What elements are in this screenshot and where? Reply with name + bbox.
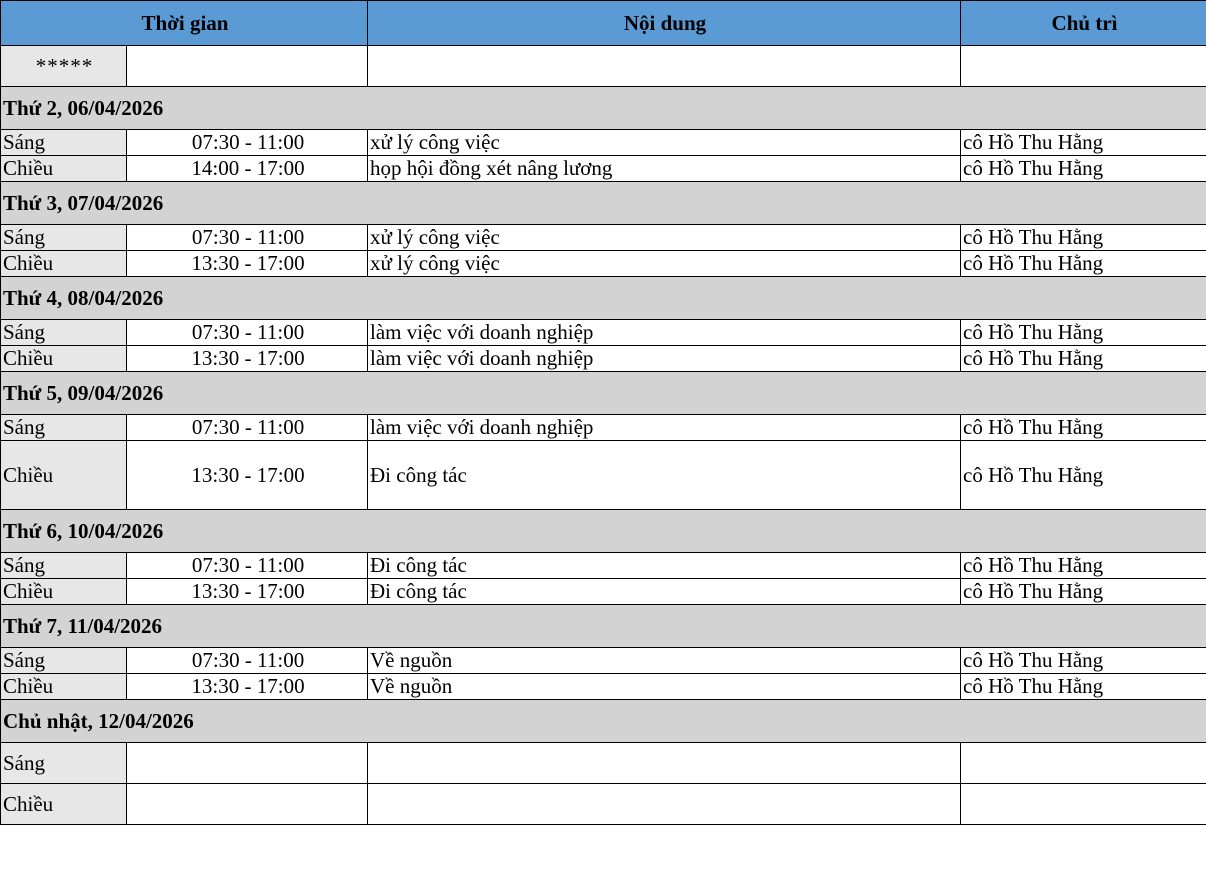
empty-cell <box>368 46 961 87</box>
host-cell: cô Hồ Thu Hằng <box>961 156 1206 182</box>
session-cell: Chiều <box>1 674 127 700</box>
time-cell <box>127 743 368 784</box>
content-cell: làm việc với doanh nghiệp <box>368 346 961 372</box>
session-cell: Chiều <box>1 156 127 182</box>
empty-cell <box>127 46 368 87</box>
time-cell: 07:30 - 11:00 <box>127 415 368 441</box>
session-cell: Chiều <box>1 784 127 825</box>
content-cell: Về nguồn <box>368 674 961 700</box>
content-cell: Đi công tác <box>368 553 961 579</box>
header-host: Chủ trì <box>961 1 1206 46</box>
session-cell: Sáng <box>1 225 127 251</box>
content-cell <box>368 743 961 784</box>
day-title: Thứ 6, 10/04/2026 <box>1 510 1206 553</box>
time-cell: 07:30 - 11:00 <box>127 648 368 674</box>
time-cell: 07:30 - 11:00 <box>127 225 368 251</box>
time-cell: 13:30 - 17:00 <box>127 251 368 277</box>
session-cell: Chiều <box>1 251 127 277</box>
content-cell: xử lý công việc <box>368 225 961 251</box>
table-row <box>1 130 1206 156</box>
host-cell: cô Hồ Thu Hằng <box>961 553 1206 579</box>
day-title: Thứ 2, 06/04/2026 <box>1 87 1206 130</box>
placeholder-row <box>1 46 1206 87</box>
session-cell: Sáng <box>1 130 127 156</box>
session-cell: Sáng <box>1 415 127 441</box>
host-cell: cô Hồ Thu Hằng <box>961 415 1206 441</box>
table-row <box>1 156 1206 182</box>
content-cell: Đi công tác <box>368 579 961 605</box>
table-row <box>1 346 1206 372</box>
day-title: Thứ 4, 08/04/2026 <box>1 277 1206 320</box>
content-cell: làm việc với doanh nghiệp <box>368 320 961 346</box>
table-row <box>1 784 1206 825</box>
content-cell: xử lý công việc <box>368 251 961 277</box>
host-cell <box>961 784 1206 825</box>
day-title: Thứ 5, 09/04/2026 <box>1 372 1206 415</box>
stars-cell: ***** <box>1 46 127 87</box>
day-header-row <box>1 510 1206 553</box>
session-cell: Chiều <box>1 346 127 372</box>
day-title: Thứ 7, 11/04/2026 <box>1 605 1206 648</box>
day-title: Thứ 3, 07/04/2026 <box>1 182 1206 225</box>
host-cell: cô Hồ Thu Hằng <box>961 579 1206 605</box>
session-cell: Chiều <box>1 579 127 605</box>
table-row <box>1 743 1206 784</box>
table-row <box>1 415 1206 441</box>
header-content: Nội dung <box>368 1 961 46</box>
time-cell: 13:30 - 17:00 <box>127 579 368 605</box>
host-cell: cô Hồ Thu Hằng <box>961 130 1206 156</box>
day-header-row <box>1 700 1206 743</box>
time-cell: 07:30 - 11:00 <box>127 553 368 579</box>
table-row <box>1 553 1206 579</box>
host-cell: cô Hồ Thu Hằng <box>961 346 1206 372</box>
table-row <box>1 579 1206 605</box>
day-header-row <box>1 372 1206 415</box>
content-cell: họp hội đồng xét nâng lương <box>368 156 961 182</box>
header-time: Thời gian <box>1 1 368 46</box>
session-cell: Sáng <box>1 648 127 674</box>
session-cell: Chiều <box>1 441 127 510</box>
day-header-row <box>1 182 1206 225</box>
table-row <box>1 251 1206 277</box>
time-cell: 07:30 - 11:00 <box>127 130 368 156</box>
host-cell: cô Hồ Thu Hằng <box>961 320 1206 346</box>
day-header-row <box>1 605 1206 648</box>
time-cell: 14:00 - 17:00 <box>127 156 368 182</box>
schedule-body <box>1 46 1206 825</box>
time-cell: 07:30 - 11:00 <box>127 320 368 346</box>
host-cell: cô Hồ Thu Hằng <box>961 225 1206 251</box>
time-cell: 13:30 - 17:00 <box>127 441 368 510</box>
content-cell: Về nguồn <box>368 648 961 674</box>
day-title: Chủ nhật, 12/04/2026 <box>1 700 1206 743</box>
host-cell: cô Hồ Thu Hằng <box>961 648 1206 674</box>
day-header-row <box>1 277 1206 320</box>
host-cell: cô Hồ Thu Hằng <box>961 441 1206 510</box>
day-header-row <box>1 87 1206 130</box>
table-row <box>1 648 1206 674</box>
session-cell: Sáng <box>1 553 127 579</box>
time-cell: 13:30 - 17:00 <box>127 346 368 372</box>
table-row <box>1 320 1206 346</box>
content-cell: xử lý công việc <box>368 130 961 156</box>
header-row <box>1 1 1206 46</box>
content-cell: làm việc với doanh nghiệp <box>368 415 961 441</box>
content-cell <box>368 784 961 825</box>
content-cell: Đi công tác <box>368 441 961 510</box>
host-cell: cô Hồ Thu Hằng <box>961 674 1206 700</box>
table-row <box>1 225 1206 251</box>
time-cell: 13:30 - 17:00 <box>127 674 368 700</box>
time-cell <box>127 784 368 825</box>
host-cell <box>961 743 1206 784</box>
table-row <box>1 441 1206 510</box>
session-cell: Sáng <box>1 320 127 346</box>
table-row <box>1 674 1206 700</box>
host-cell: cô Hồ Thu Hằng <box>961 251 1206 277</box>
empty-cell <box>961 46 1206 87</box>
session-cell: Sáng <box>1 743 127 784</box>
